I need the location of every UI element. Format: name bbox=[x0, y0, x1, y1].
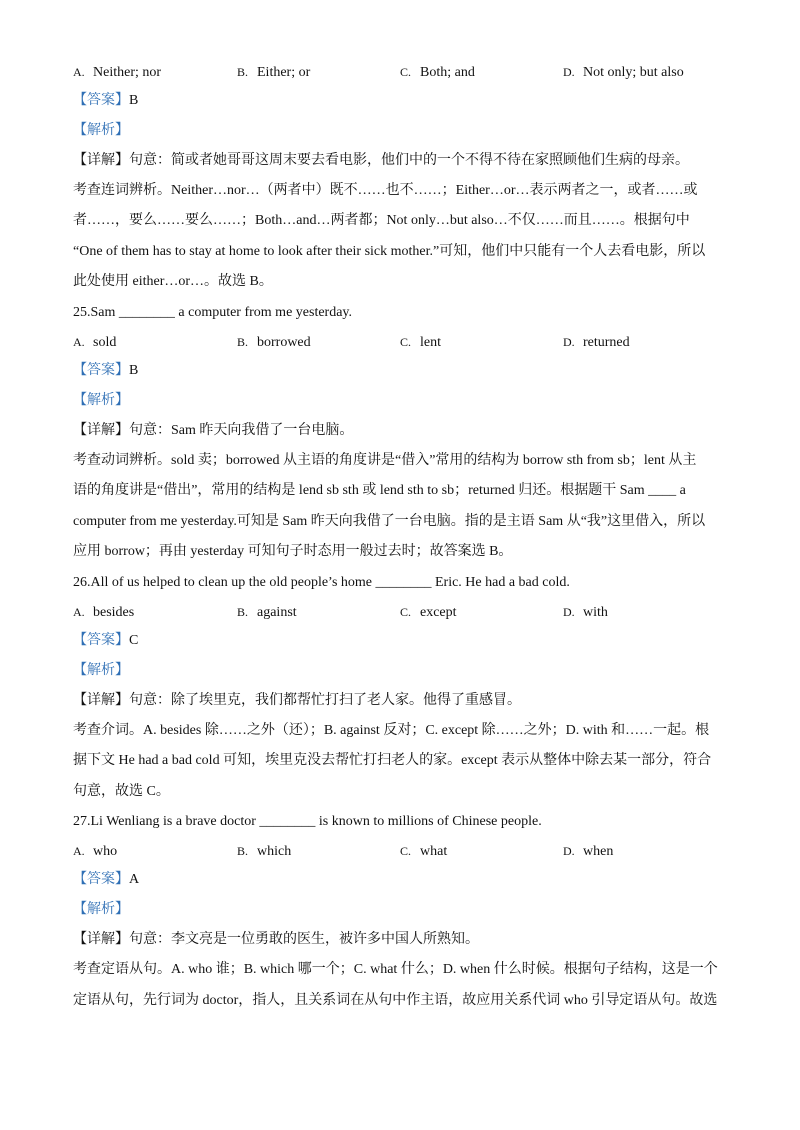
q25-explanation-line: computer from me yesterday.可知是 Sam 昨天向我借了一台电脑。指的是主语 Sam 从“我”这里借入，所以 bbox=[73, 514, 706, 529]
q24-explanation-line: 【详解】句意：简或者她哥哥这周末要去看电影，他们中的一个不得不待在家照顾他们生病的母亲。 bbox=[73, 153, 689, 168]
q24-explanation-line: 此处使用 either…or…。故选 B。 bbox=[73, 274, 273, 289]
q27-answer: 【答案】A bbox=[73, 872, 140, 887]
q27-option-a: A. who bbox=[73, 844, 118, 859]
q25-explanation-line: 应用 borrow；再由 yesterday 可知句子时态用一般过去时；故答案选 B。 bbox=[73, 544, 513, 559]
q24-option-a: A. Neither; nor bbox=[73, 65, 162, 80]
q24-explanation-line: “One of them has to stay at home to look after their sick mother.”可知，他们中只能有一个人去看电影，所以 bbox=[73, 244, 706, 259]
q25-option-b: B. borrowed bbox=[237, 335, 311, 350]
q24-option-c: C. Both; and bbox=[400, 65, 475, 80]
q26-analysis-heading: 【解析】 bbox=[73, 663, 129, 678]
q26-stem: 26.All of us helped to clean up the old people’s home ________ Eric. He had a bad cold. bbox=[73, 575, 570, 590]
q26-answer: 【答案】C bbox=[73, 633, 139, 648]
q27-option-c: C. what bbox=[400, 844, 448, 859]
q25-explanation-line: 语的角度讲是“借出”，常用的结构是 lend sb sth 或 lend sth to sb；returned 归还。根据题干 Sam ____ a bbox=[73, 483, 686, 498]
q26-explanation-line: 据下文 He had a bad cold 可知，埃里克没去帮忙打扫老人的家。except 表示从整体中除去某一部分，符合 bbox=[73, 753, 712, 768]
q25-analysis-heading: 【解析】 bbox=[73, 393, 129, 408]
q27-stem: 27.Li Wenliang is a brave doctor ________ is known to millions of Chinese people. bbox=[73, 814, 542, 829]
q26-option-a: A. besides bbox=[73, 605, 135, 620]
q24-explanation-line: 者……，要么……要么……；Both…and…两者都；Not only…but also…不仅……而且……。根据句中 bbox=[73, 213, 690, 228]
q25-answer: 【答案】B bbox=[73, 363, 139, 378]
q24-answer: 【答案】B bbox=[73, 93, 139, 108]
q25-stem: 25.Sam ________ a computer from me yesterday. bbox=[73, 305, 353, 320]
q25-option-d: D. returned bbox=[563, 335, 630, 350]
q24-explanation-line: 考查连词辨析。Neither…nor…（两者中）既不……也不……；Either…or…表示两者之一，或者……或 bbox=[73, 183, 698, 198]
q26-option-c: C. except bbox=[400, 605, 457, 620]
q27-analysis-heading: 【解析】 bbox=[73, 902, 129, 917]
q27-explanation-line: 考查定语从句。A. who 谁；B. which 哪一个；C. what 什么；D. when 什么时候。根据句子结构，这是一个 bbox=[73, 962, 718, 977]
q24-option-b: B. Either; or bbox=[237, 65, 311, 80]
q27-explanation-line: 定语从句，先行词为 doctor，指人，且关系词在从句中作主语，故应用关系代词 who 引导定语从句。故选 bbox=[73, 993, 718, 1008]
q26-explanation-line: 【详解】句意：除了埃里克，我们都帮忙打扫了老人家。他得了重感冒。 bbox=[73, 693, 521, 708]
q25-explanation-line: 考查动词辨析。sold 卖；borrowed 从主语的角度讲是“借入”常用的结构为 borrow sth from sb；lent 从主 bbox=[73, 453, 697, 468]
q24-analysis-heading: 【解析】 bbox=[73, 123, 129, 138]
q25-explanation-line: 【详解】句意：Sam 昨天向我借了一台电脑。 bbox=[73, 423, 354, 438]
q26-option-b: B. against bbox=[237, 605, 297, 620]
q25-option-a: A. sold bbox=[73, 335, 117, 350]
q27-explanation-line: 【详解】句意：李文亮是一位勇敢的医生，被许多中国人所熟知。 bbox=[73, 932, 479, 947]
q27-option-b: B. which bbox=[237, 844, 292, 859]
q26-option-d: D. with bbox=[563, 605, 608, 620]
q27-option-d: D. when bbox=[563, 844, 614, 859]
q25-option-c: C. lent bbox=[400, 335, 441, 350]
q24-option-d: D. Not only; but also bbox=[563, 65, 684, 80]
q26-explanation-line: 考查介词。A. besides 除……之外（还）；B. against 反对；C. except 除……之外；D. with 和……一起。根 bbox=[73, 723, 710, 738]
q26-explanation-line: 句意，故选 C。 bbox=[73, 784, 170, 799]
